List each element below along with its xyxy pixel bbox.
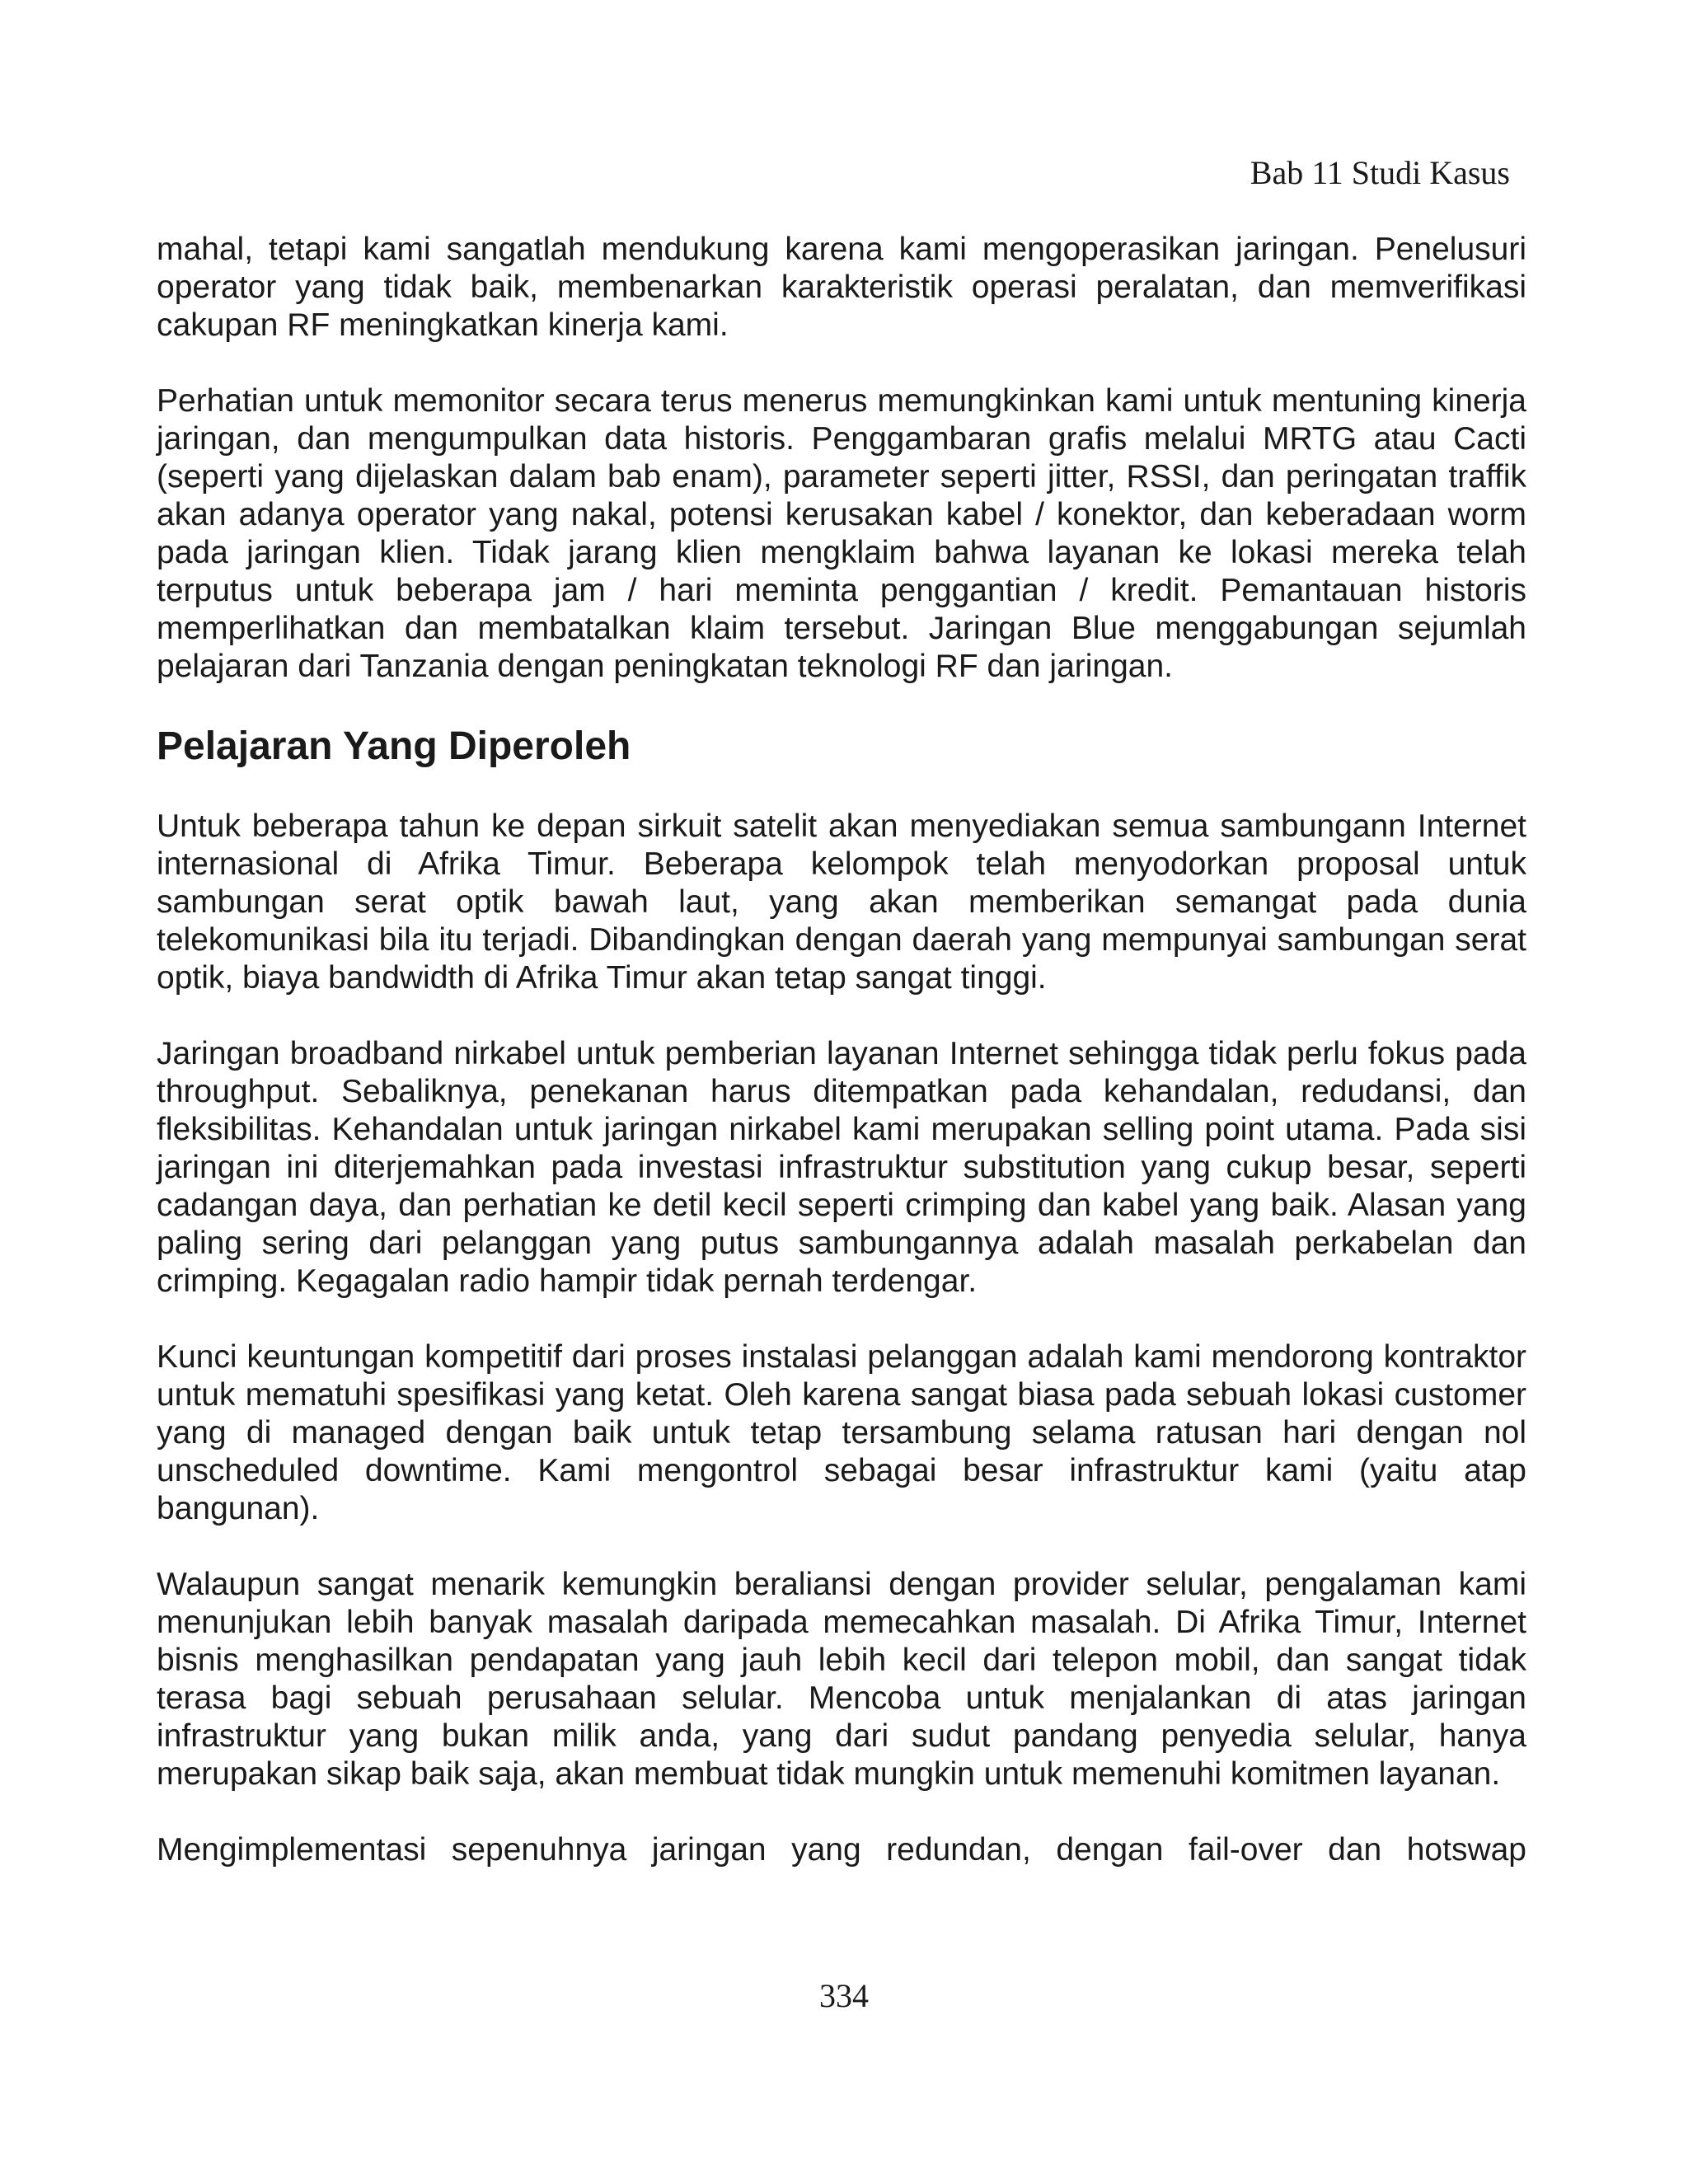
page-body <box>157 231 1526 1869</box>
paragraph: Perhatian untuk memonitor secara terus menerus memungkinkan kami untuk mentuning kinerja jaringan, dan mengumpulkan data historis. Penggambaran grafis melalui MRTG atau Cacti (seperti yang dijelaskan dalam bab enam), parameter seperti jitter, RSSI, dan peringatan traffik akan adanya operator yang nakal, potensi kerusakan kabel / konektor, dan keberadaan worm pada jaringan klien. Tidak jarang klien mengklaim bahwa layanan ke lokasi mereka telah terputus untuk beberapa jam / hari meminta penggantian / kredit. Pemantauan historis memperlihatkan dan membatalkan klaim tersebut. Jaringan Blue menggabungan sejumlah pelajaran dari Tanzania dengan peningkatan teknologi RF dan jaringan. <box>157 383 1526 684</box>
paragraph: mahal, tetapi kami sangatlah mendukung karena kami mengoperasikan jaringan. Penelusuri operator yang tidak baik, membenarkan karakteristik operasi peralatan, dan memverifikasi cakupan RF meningkatkan kinerja kami. <box>157 232 1526 343</box>
paragraph: Jaringan broadband nirkabel untuk pemberian layanan Internet sehingga tidak perlu fokus pada throughput. Sebaliknya, penekanan harus ditempatkan pada kehandalan, redudansi, dan fleksibilitas. Kehandalan untuk jaringan nirkabel kami merupakan selling point utama. Pada sisi jaringan ini diterjemahkan pada investasi infrastruktur substitution yang cukup besar, seperti cadangan daya, dan perhatian ke detil kecil seperti crimping dan kabel yang baik. Alasan yang paling sering dari pelanggan yang putus sambungannya adalah masalah perkabelan dan crimping. Kegagalan radio hampir tidak pernah terdengar. <box>157 1036 1526 1299</box>
page-number: 334 <box>819 1977 869 2014</box>
paragraph: Untuk beberapa tahun ke depan sirkuit satelit akan menyediakan semua sambungann Internet internasional di Afrika Timur. Beberapa kelompok telah menyodorkan proposal untuk sambungan serat optik bawah laut, yang akan memberikan semangat pada dunia telekomunikasi bila itu terjadi. Dibandingkan dengan daerah yang mempunyai sambungan serat optik, biaya bandwidth di Afrika Timur akan tetap sangat tinggi. <box>157 808 1526 996</box>
section-heading: Pelajaran Yang Diperoleh <box>157 724 631 768</box>
paragraph: Mengimplementasi sepenuhnya jaringan yang redundan, dengan fail-over dan hotswap <box>157 1832 1526 1868</box>
paragraph: Kunci keuntungan kompetitif dari proses instalasi pelanggan adalah kami mendorong kontraktor untuk mematuhi spesifikasi yang ketat. Oleh karena sangat biasa pada sebuah lokasi customer yang di managed dengan baik untuk tetap tersambung selama ratusan hari dengan nol unscheduled downtime. Kami mengontrol sebagai besar infrastruktur kami (yaitu atap bangunan). <box>157 1339 1526 1526</box>
paragraph: Walaupun sangat menarik kemungkin beraliansi dengan provider selular, pengalaman kami menunjukan lebih banyak masalah daripada memecahkan masalah. Di Afrika Timur, Internet bisnis menghasilkan pendapatan yang jauh lebih kecil dari telepon mobil, dan sangat tidak terasa bagi sebuah perusahaan selular. Mencoba untuk menjalankan di atas jaringan infrastruktur yang bukan milik anda, yang dari sudut pandang penyedia selular, hanya merupakan sikap baik saja, akan membuat tidak mungkin untuk memenuhi komitmen layanan. <box>157 1567 1526 1792</box>
running-header: Bab 11 Studi Kasus <box>1250 154 1510 191</box>
